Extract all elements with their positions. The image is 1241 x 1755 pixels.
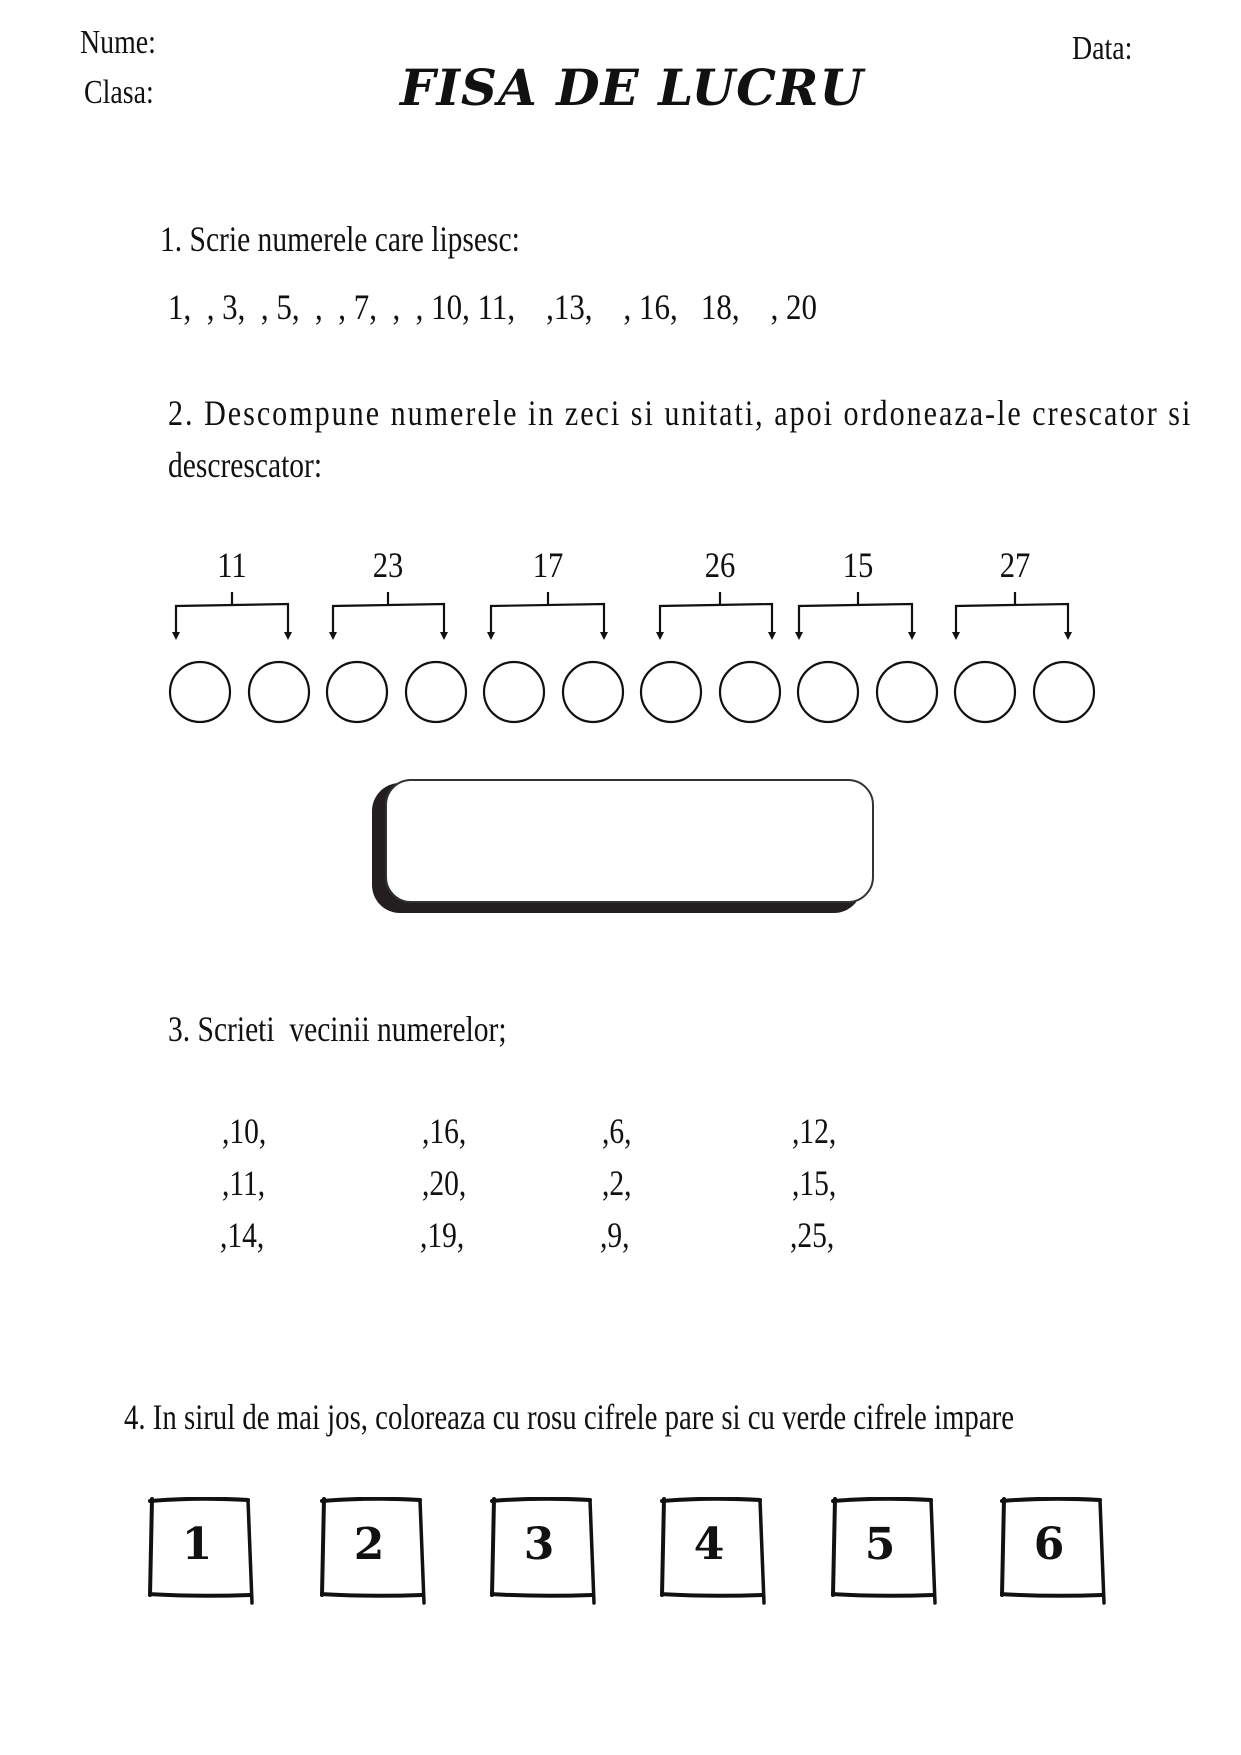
- exercise-1-sequence-text: 1, , 3, , 5, , , 7, , , 10, 11, ,13, , 16, 18, , 20: [168, 287, 818, 327]
- circle-group: [170, 662, 1094, 722]
- answer-box[interactable]: [385, 779, 874, 903]
- digit-box[interactable]: [148, 1497, 246, 1593]
- digit-label: 6: [1033, 1519, 1065, 1570]
- bracket: [799, 592, 912, 638]
- answer-circle[interactable]: [170, 662, 230, 722]
- neighbor-item: [790, 1214, 844, 1256]
- decompose-number: 17: [532, 545, 564, 585]
- digit-label: 4: [693, 1519, 725, 1570]
- bracket: [956, 592, 1068, 638]
- exercise-3-prompt-text: 3. Scrieti vecinii numerelor;: [168, 1009, 507, 1049]
- neighbor-item: [602, 1162, 638, 1204]
- arrow-head-icon: [329, 632, 337, 640]
- answer-circle[interactable]: [877, 662, 937, 722]
- arrow-head-icon: [487, 632, 495, 640]
- answer-circle[interactable]: [563, 662, 623, 722]
- bracket: [176, 592, 288, 638]
- exercise-2-prompt-line2: [168, 444, 356, 486]
- answer-circle[interactable]: [406, 662, 466, 722]
- arrow-head-icon: [952, 632, 960, 640]
- date-label-text: Data:: [1072, 30, 1133, 67]
- date-label: [1072, 30, 1146, 68]
- neighbor-item: [220, 1214, 274, 1256]
- arrow-head-icon: [172, 632, 180, 640]
- exercise-4-prompt: [124, 1396, 1236, 1438]
- neighbor-item: [422, 1110, 476, 1152]
- neighbor-text: ,19,: [420, 1215, 465, 1255]
- neighbor-item: [422, 1162, 476, 1204]
- neighbor-text: ,20,: [422, 1163, 467, 1203]
- digit-box[interactable]: [1000, 1497, 1098, 1593]
- page-title: FISA DE LUCRU: [400, 58, 865, 117]
- neighbor-text: ,10,: [222, 1111, 267, 1151]
- class-label-text: Clasa:: [84, 74, 154, 111]
- neighbor-text: ,9,: [600, 1215, 630, 1255]
- arrow-head-icon: [284, 632, 292, 640]
- neighbor-text: ,25,: [790, 1215, 835, 1255]
- answer-circle[interactable]: [327, 662, 387, 722]
- digit-box[interactable]: [490, 1497, 588, 1593]
- digit-box[interactable]: [320, 1497, 418, 1593]
- digit-label: 3: [523, 1519, 555, 1570]
- digit-label: 1: [181, 1519, 213, 1570]
- neighbor-item: [222, 1110, 276, 1152]
- answer-circle[interactable]: [1034, 662, 1094, 722]
- neighbor-item: [600, 1214, 636, 1256]
- exercise-1-prompt: [160, 218, 599, 260]
- bracket: [333, 592, 444, 638]
- digit-box[interactable]: [660, 1497, 758, 1593]
- neighbor-text: ,2,: [602, 1163, 632, 1203]
- decompose-number: 11: [217, 545, 247, 585]
- exercise-2-prompt-line2-text: descrescator:: [168, 445, 323, 485]
- arrow-head-icon: [1064, 632, 1072, 640]
- exercise-2-prompt-line1: [168, 392, 1241, 434]
- answer-circle[interactable]: [641, 662, 701, 722]
- class-label: [84, 74, 169, 112]
- exercise-3-prompt: [168, 1008, 581, 1050]
- neighbor-item: [420, 1214, 474, 1256]
- decompose-number: 15: [842, 545, 874, 585]
- arrow-head-icon: [795, 632, 803, 640]
- decompose-number: 26: [704, 545, 736, 585]
- neighbor-item: [602, 1110, 638, 1152]
- answer-circle[interactable]: [955, 662, 1015, 722]
- bracket-group: [172, 592, 1072, 640]
- neighbor-text: ,6,: [602, 1111, 632, 1151]
- neighbor-text: ,14,: [220, 1215, 265, 1255]
- bracket: [660, 592, 772, 638]
- name-label: [80, 24, 173, 62]
- digit-box[interactable]: [831, 1497, 929, 1593]
- answer-circle[interactable]: [798, 662, 858, 722]
- exercise-1-sequence: [168, 286, 923, 328]
- decompose-number: 23: [372, 545, 404, 585]
- neighbor-item: [792, 1110, 846, 1152]
- arrow-head-icon: [656, 632, 664, 640]
- name-label-text: Nume:: [80, 24, 156, 61]
- decompose-number: 27: [999, 545, 1031, 585]
- neighbor-item: [222, 1162, 275, 1204]
- arrow-head-icon: [908, 632, 916, 640]
- exercise-4-prompt-text: 4. In sirul de mai jos, coloreaza cu rosu cifrele pare si cu verde cifrele impare: [124, 1397, 1014, 1437]
- digit-label: 5: [864, 1519, 896, 1570]
- neighbor-text: ,11,: [222, 1163, 266, 1203]
- exercise-1-prompt-text: 1. Scrie numerele care lipsesc:: [160, 219, 520, 259]
- arrow-head-icon: [600, 632, 608, 640]
- neighbor-text: ,15,: [792, 1163, 837, 1203]
- arrow-head-icon: [440, 632, 448, 640]
- arrow-head-icon: [768, 632, 776, 640]
- answer-circle[interactable]: [720, 662, 780, 722]
- answer-circle[interactable]: [484, 662, 544, 722]
- answer-circle[interactable]: [249, 662, 309, 722]
- neighbor-text: ,12,: [792, 1111, 837, 1151]
- digit-label: 2: [353, 1519, 385, 1570]
- exercise-2-prompt-line1-text: 2. Descompune numerele in zeci si unitati, apoi ordoneaza-le crescator si: [168, 393, 1193, 433]
- bracket: [491, 592, 604, 638]
- neighbor-text: ,16,: [422, 1111, 467, 1151]
- neighbor-item: [792, 1162, 846, 1204]
